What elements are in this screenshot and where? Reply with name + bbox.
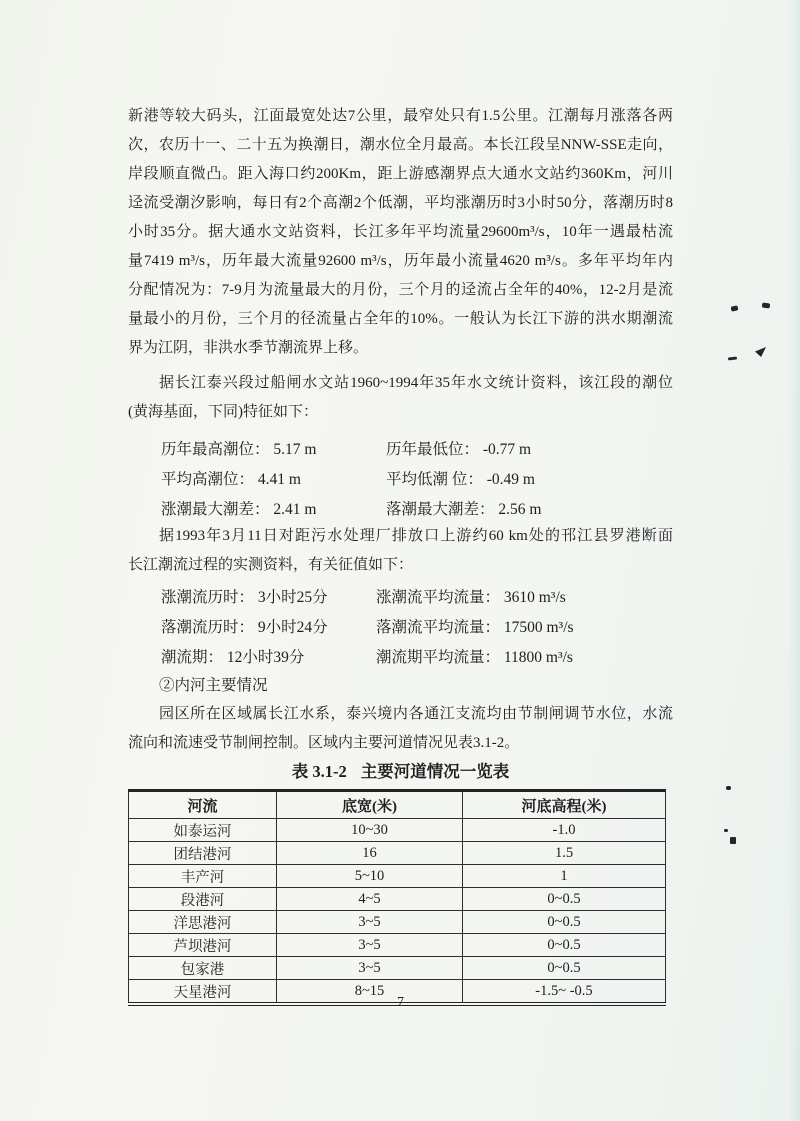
column-header-bed-elevation: 河底高程(米) bbox=[463, 791, 666, 819]
cell-bed-elevation: 0~0.5 bbox=[463, 911, 666, 934]
table-row bbox=[129, 865, 666, 888]
stat-item: 潮流期平均流量： 11800 m³/s bbox=[376, 649, 573, 666]
river-table bbox=[128, 789, 666, 1006]
cell-river-name: 天星港河 bbox=[129, 980, 277, 1005]
cell-bed-elevation: 1.5 bbox=[463, 842, 666, 865]
stat-item: 历年最高潮位： 5.17 m bbox=[161, 441, 317, 458]
stat-item: 潮流期： 12小时39分 bbox=[161, 649, 305, 666]
paragraph-line: 长江潮流过程的实测资料，有关征值如下： bbox=[128, 557, 414, 573]
paragraph-line: 迳流受潮汐影响，每日有2个高潮2个低潮，平均涨潮历时3小时50分，落潮历时8 bbox=[128, 195, 673, 211]
ink-mark bbox=[724, 829, 728, 832]
paragraph-line: 岸段顺直微凸。距入海口约200Km，距上游感潮界点大通水文站约360Km，河川 bbox=[128, 166, 673, 182]
paragraph-tide-intro bbox=[128, 369, 673, 427]
page-number: 7 bbox=[397, 995, 404, 1010]
paragraph-line: 据长江泰兴段过船闸水文站1960~1994年35年水文统计资料，该江段的潮位 bbox=[159, 375, 673, 391]
cell-bed-elevation: 0~0.5 bbox=[463, 934, 666, 957]
stat-item: 涨潮最大潮差： 2.41 m bbox=[161, 501, 317, 518]
stat-row bbox=[128, 613, 673, 643]
stat-row bbox=[128, 583, 673, 613]
stat-row bbox=[128, 465, 673, 495]
cell-river-name: 如泰运河 bbox=[129, 819, 277, 842]
cell-bed-elevation: 0~0.5 bbox=[463, 888, 666, 911]
paragraph-line: 流向和流速受节制闸控制。区域内主要河道情况见表3.1-2。 bbox=[128, 735, 520, 751]
section-heading-text: ②内河主要情况 bbox=[159, 677, 268, 694]
cell-river-name: 团结港河 bbox=[129, 842, 277, 865]
paragraph-line: (黄海基面，下同)特征如下： bbox=[128, 404, 318, 420]
cell-bottom-width: 16 bbox=[277, 842, 463, 865]
paragraph-line: 量最小的月份，三个月的径流量占全年的10%。一般认为长江下游的洪水期潮流 bbox=[128, 311, 673, 327]
paragraph-measurement-intro bbox=[128, 522, 673, 580]
paragraph-line: 界为江阴，非洪水季节潮流界上移。 bbox=[128, 340, 369, 356]
paragraph-line: 量7419 m³/s，历年最大流量92600 m³/s，历年最小流量4620 m³/s。多年平均年内 bbox=[128, 253, 673, 269]
stat-item: 落潮流平均流量： 17500 m³/s bbox=[376, 619, 574, 636]
ink-mark bbox=[728, 357, 737, 361]
stat-item: 历年最低位： -0.77 m bbox=[386, 441, 532, 458]
ink-mark bbox=[730, 837, 736, 844]
ink-mark bbox=[755, 347, 766, 357]
table-row bbox=[129, 819, 666, 842]
paragraph-line: 据1993年3月11日对距污水处理厂排放口上游约60 km处的邗江县罗港断面 bbox=[159, 528, 673, 544]
stat-item: 涨潮流平均流量： 3610 m³/s bbox=[376, 589, 566, 606]
paragraph-river-overview bbox=[128, 102, 673, 363]
section-heading-inland-rivers bbox=[128, 671, 673, 700]
stat-item: 涨潮流历时： 3小时25分 bbox=[161, 589, 328, 606]
table-row bbox=[129, 888, 666, 911]
table-row bbox=[129, 842, 666, 865]
table-number-label: 表 3.1-2 bbox=[291, 762, 347, 781]
cell-bottom-width: 8~15 bbox=[277, 980, 463, 1005]
paragraph-line: 新港等较大码头，江面最宽处达7公里，最窄处只有1.5公里。江潮每月涨落各两 bbox=[128, 108, 673, 124]
ink-mark bbox=[731, 305, 739, 311]
table-row bbox=[129, 911, 666, 934]
cell-bottom-width: 3~5 bbox=[277, 934, 463, 957]
cell-bed-elevation: -1.0 bbox=[463, 819, 666, 842]
cell-river-name: 丰产河 bbox=[129, 865, 277, 888]
paragraph-line: 分配情况为：7-9月为流量最大的月份，三个月的迳流占全年的40%，12-2月是流 bbox=[128, 282, 673, 298]
paragraph-line: 次，农历十一、二十五为换潮日，潮水位全月最高。本长江段呈NNW-SSE走向， bbox=[128, 137, 673, 153]
cell-river-name: 洋思港河 bbox=[129, 911, 277, 934]
tidal-flow-stats bbox=[128, 583, 673, 673]
column-header-river: 河流 bbox=[129, 791, 277, 819]
ink-mark bbox=[762, 302, 771, 308]
cell-river-name: 段港河 bbox=[129, 888, 277, 911]
table-header-row bbox=[129, 791, 666, 819]
ink-mark bbox=[726, 786, 731, 790]
paragraph-line: 园区所在区域属长江水系，泰兴境内各通江支流均由节制闸调节水位，水流 bbox=[159, 706, 673, 722]
stat-row bbox=[128, 643, 673, 673]
cell-bed-elevation: 1 bbox=[463, 865, 666, 888]
stat-row bbox=[128, 435, 673, 465]
cell-bottom-width: 3~5 bbox=[277, 957, 463, 980]
table-row bbox=[129, 957, 666, 980]
cell-bottom-width: 3~5 bbox=[277, 911, 463, 934]
column-header-bottom-width: 底宽(米) bbox=[277, 791, 463, 819]
cell-bottom-width: 10~30 bbox=[277, 819, 463, 842]
stat-item: 平均低潮 位： -0.49 m bbox=[386, 471, 535, 488]
stat-row bbox=[128, 495, 673, 525]
tide-level-stats bbox=[128, 435, 673, 525]
cell-bed-elevation: 0~0.5 bbox=[463, 957, 666, 980]
cell-bed-elevation: -1.5~ -0.5 bbox=[463, 980, 666, 1005]
cell-bottom-width: 5~10 bbox=[277, 865, 463, 888]
table-title bbox=[128, 760, 673, 784]
paragraph-river-system bbox=[128, 700, 673, 758]
cell-river-name: 包家港 bbox=[129, 957, 277, 980]
paragraph-line: 小时35分。据大通水文站资料，长江多年平均流量29600m³/s，10年一遇最枯流 bbox=[128, 224, 673, 240]
cell-bottom-width: 4~5 bbox=[277, 888, 463, 911]
stat-item: 落潮最大潮差： 2.56 m bbox=[386, 501, 542, 518]
stat-item: 平均高潮位： 4.41 m bbox=[161, 471, 301, 488]
cell-river-name: 芦坝港河 bbox=[129, 934, 277, 957]
stat-item: 落潮流历时： 9小时24分 bbox=[161, 619, 328, 636]
table-row bbox=[129, 934, 666, 957]
table-title-text: 主要河道情况一览表 bbox=[360, 762, 510, 781]
